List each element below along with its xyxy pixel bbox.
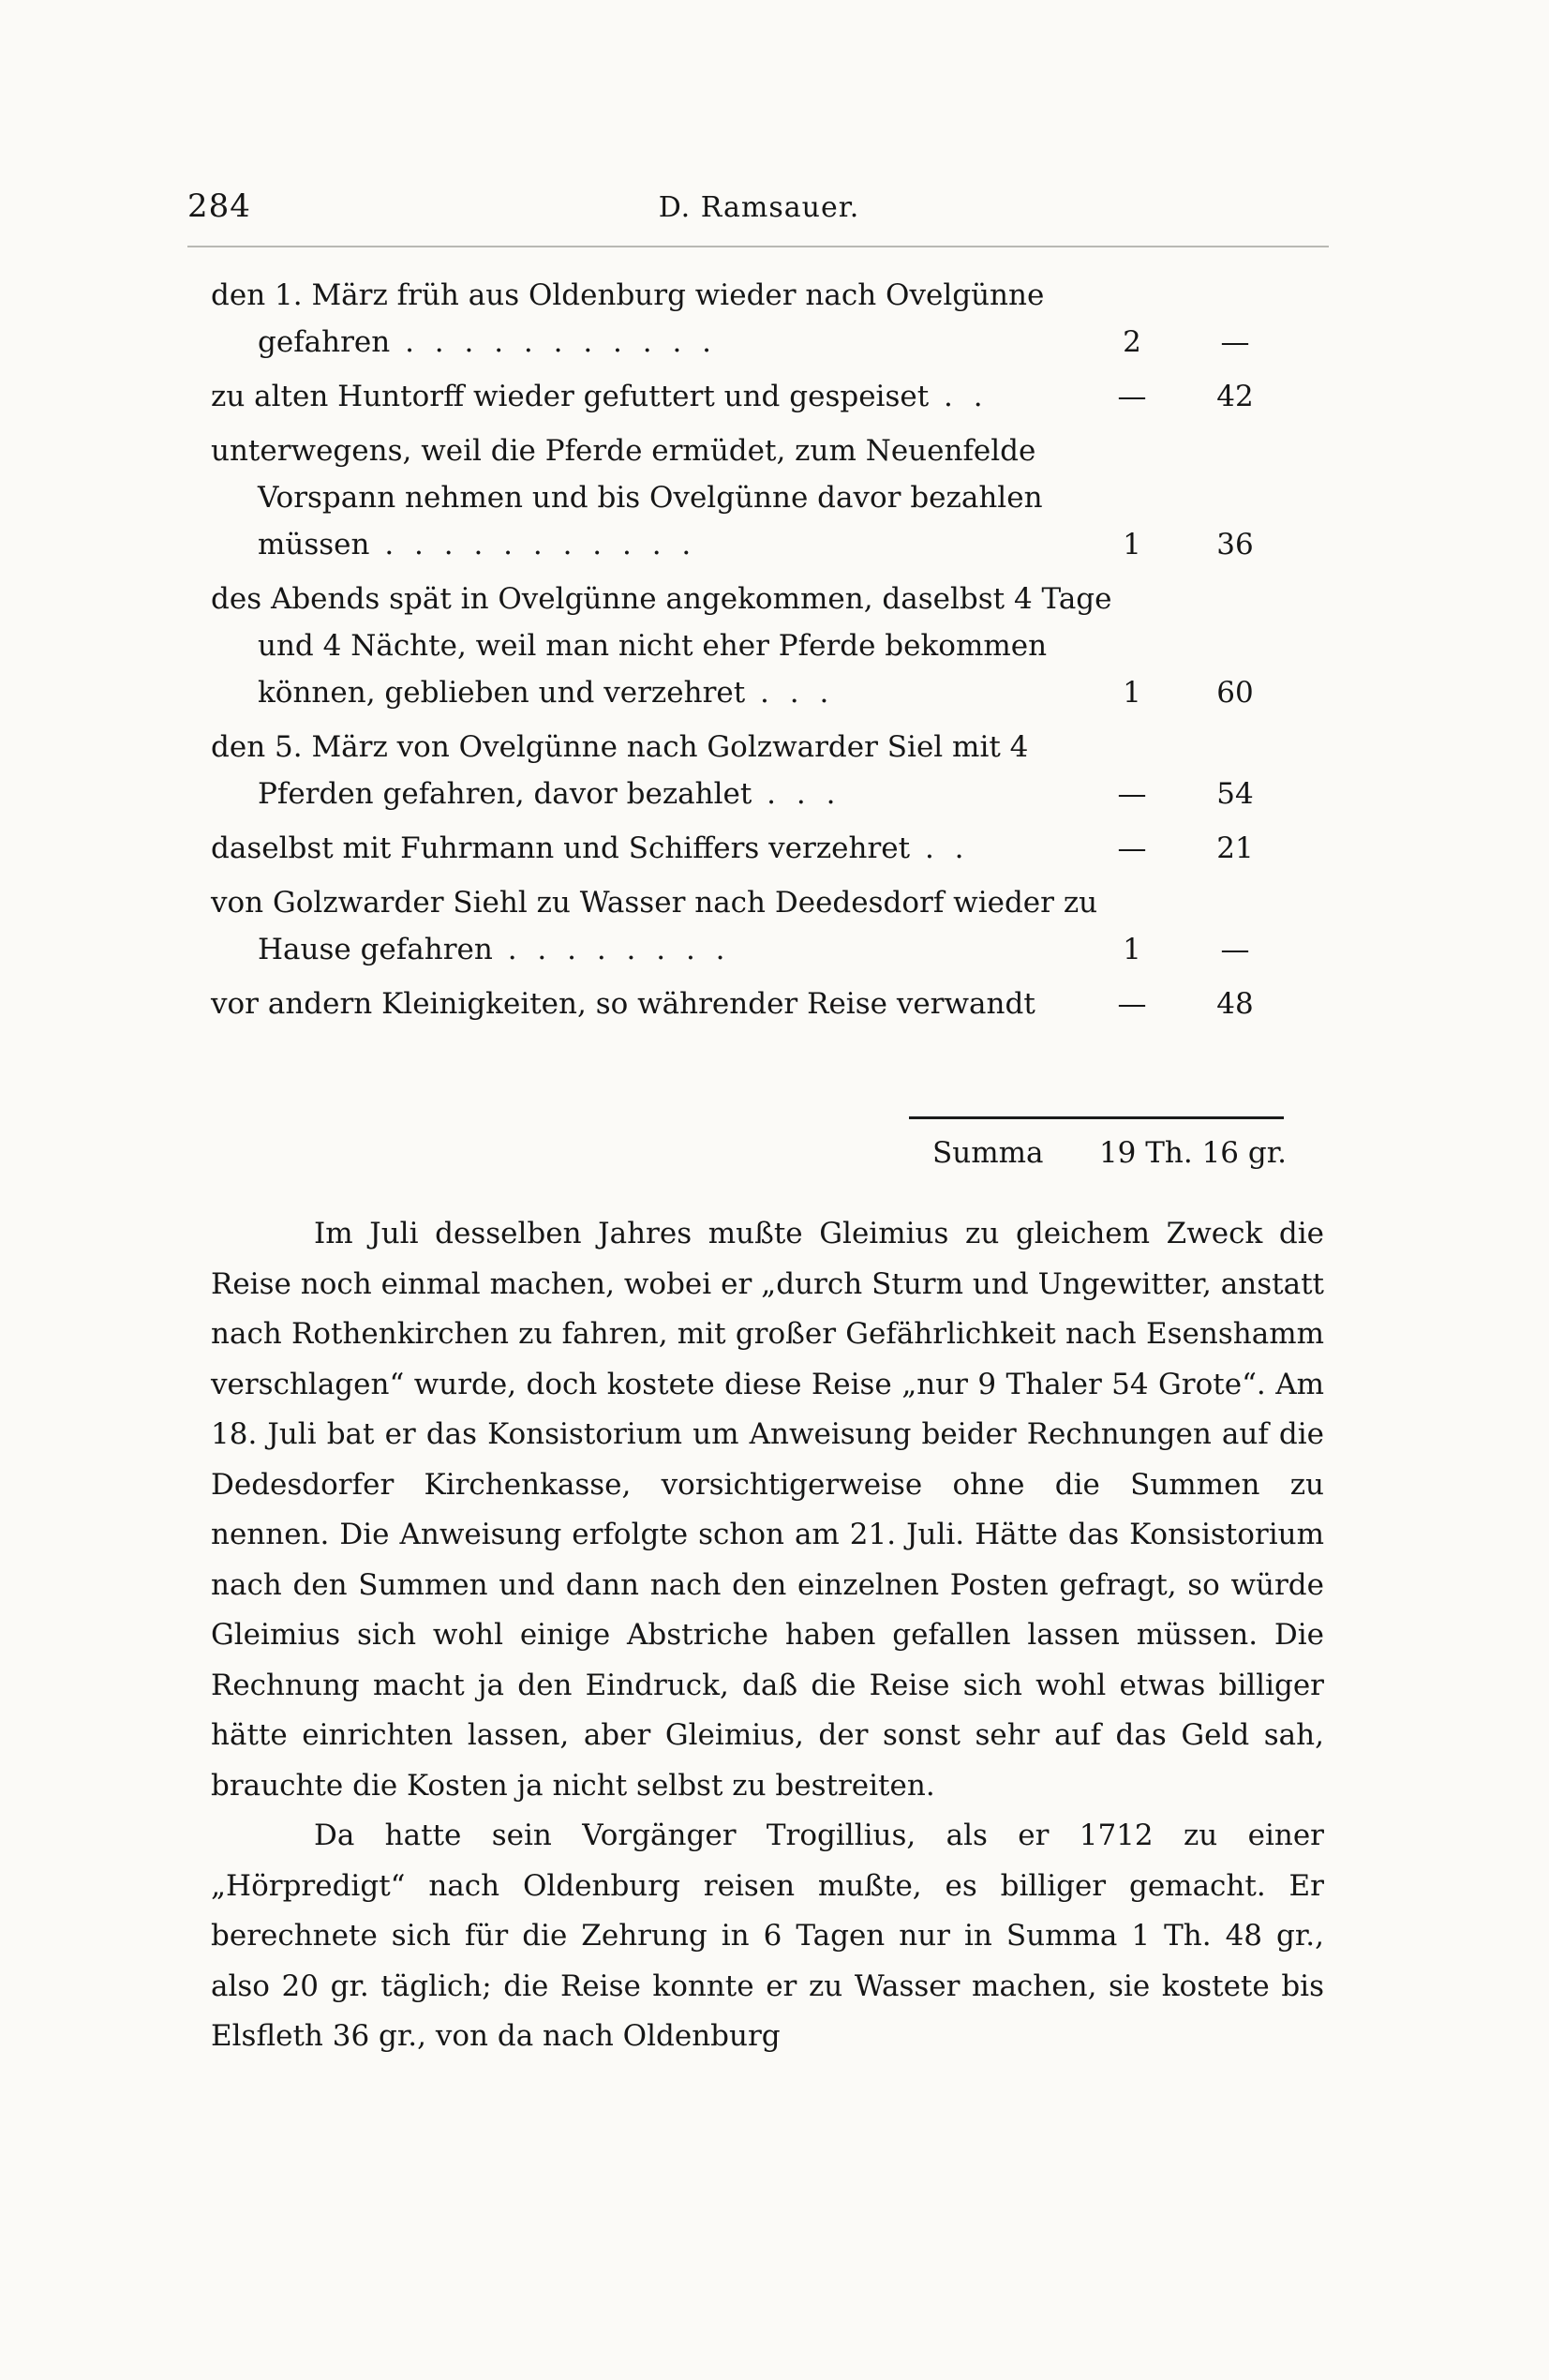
groschen-amount: 21 [1216,831,1254,865]
total-value: 19 Th. 16 gr. [1098,1136,1287,1170]
thaler-amount: — [1117,987,1147,1021]
ledger-entry [211,980,1287,1027]
sum-rule [909,1116,1284,1119]
ledger-amounts [1080,319,1287,366]
ledger-amounts [1080,373,1287,420]
thaler-amount: 1 [1123,528,1141,561]
groschen-amount: 60 [1216,676,1254,710]
body-text [211,1209,1324,2062]
groschen-amount: 48 [1216,987,1254,1021]
thaler-amount: 1 [1123,676,1141,710]
thaler-amount: — [1117,380,1147,413]
ledger-total [211,1130,1287,1176]
ledger-entry-text: vor andern Kleinigkeiten, so währender Reise verwandt [211,987,1035,1021]
ledger-entry-text: unterwegens, weil die Pferde ermüdet, zum Neuenfelde Vorspann nehmen und bis Ovelgünne davor bezahlen müssen . . . . . . . . . . . [211,434,1043,561]
ledger-entry-text: daselbst mit Fuhrmann und Schiffers verzehret . . [211,831,970,865]
ledger-amounts [1080,825,1287,872]
page-header [187,187,1331,231]
groschen-amount: 36 [1216,528,1254,561]
thaler-amount: — [1117,777,1147,811]
groschen-amount: 42 [1216,380,1254,413]
total-label: Summa [932,1136,1044,1170]
groschen-amount: 54 [1216,777,1254,811]
ledger-entry-text: zu alten Huntorff wieder gefuttert und gespeiset . . [211,380,989,413]
header-rule [187,246,1329,247]
paragraph: Da hatte sein Vorgänger Trogillius, als er 1712 zu einer „Hörpredigt“ nach Oldenburg reisen mußte, es billiger gemacht. Er berechnete sich für die Zehrung in 6 Tagen nur in Summa 1 Th. 48 gr., also 20 gr. täglich; die Reise konnte er zu Wasser machen, sie kostete bis Elsfleth 36 gr., von da nach Oldenburg [211,1819,1324,2053]
ledger-amounts [1080,521,1287,568]
groschen-amount: — [1220,933,1250,966]
expense-ledger [211,272,1287,1035]
thaler-amount: 2 [1123,325,1141,359]
ledger-entry [211,576,1287,716]
ledger-amounts [1080,980,1287,1027]
ledger-entry [211,825,1287,872]
groschen-amount: — [1220,325,1250,359]
ledger-entry-text: den 1. März früh aus Oldenburg wieder nach Ovelgünne gefahren . . . . . . . . . . . [211,278,1045,359]
ledger-entry [211,879,1287,973]
ledger-amounts [1080,771,1287,817]
ledger-entry [211,373,1287,420]
ledger-entry [211,724,1287,817]
ledger-entry-text: des Abends spät in Ovelgünne angekommen, daselbst 4 Tage und 4 Nächte, weil man nicht eher Pferde bekommen können, geblieben und verzehret . . . [211,582,1112,710]
running-head: D. Ramsauer. [658,191,860,224]
ledger-entry-text: von Golzwarder Siehl zu Wasser nach Deedesdorf wieder zu Hause gefahren . . . . . . . . [211,886,1098,966]
ledger-entry-text: den 5. März von Ovelgünne nach Golzwarder Siel mit 4 Pferden gefahren, davor bezahlet . . . [211,730,1029,811]
ledger-amounts [1080,926,1287,973]
thaler-amount: — [1117,831,1147,865]
ledger-entry [211,427,1287,568]
ledger-entry [211,272,1287,366]
paragraph: Im Juli desselben Jahres mußte Gleimius zu gleichem Zweck die Reise noch einmal machen, wobei er „durch Sturm und Ungewitter, anstatt nach Rothenkirchen zu fahren, mit großer Gefährlichkeit nach Esenshamm verschlagen“ wurde, doch kostete diese Reise „nur 9 Thaler 54 Grote“. Am 18. Juli bat er das Konsistorium um Anweisung beider Rechnungen auf die Dedesdorfer Kirchenkasse, vorsichtigerweise ohne die Summen zu nennen. Die Anweisung erfolgte schon am 21. Juli. Hätte das Konsistorium nach den Summen und dann nach den einzelnen Posten gefragt, so würde Gleimius sich wohl einige Abstriche haben gefallen lassen müssen. Die Rechnung macht ja den Eindruck, daß die Reise sich wohl etwas billiger hätte einrichten lassen, aber Gleimius, der sonst sehr auf das Geld sah, brauchte die Kosten ja nicht selbst zu bestreiten. [211,1217,1324,1803]
thaler-amount: 1 [1123,933,1141,966]
ledger-amounts [1080,669,1287,716]
page-number: 284 [187,187,251,225]
